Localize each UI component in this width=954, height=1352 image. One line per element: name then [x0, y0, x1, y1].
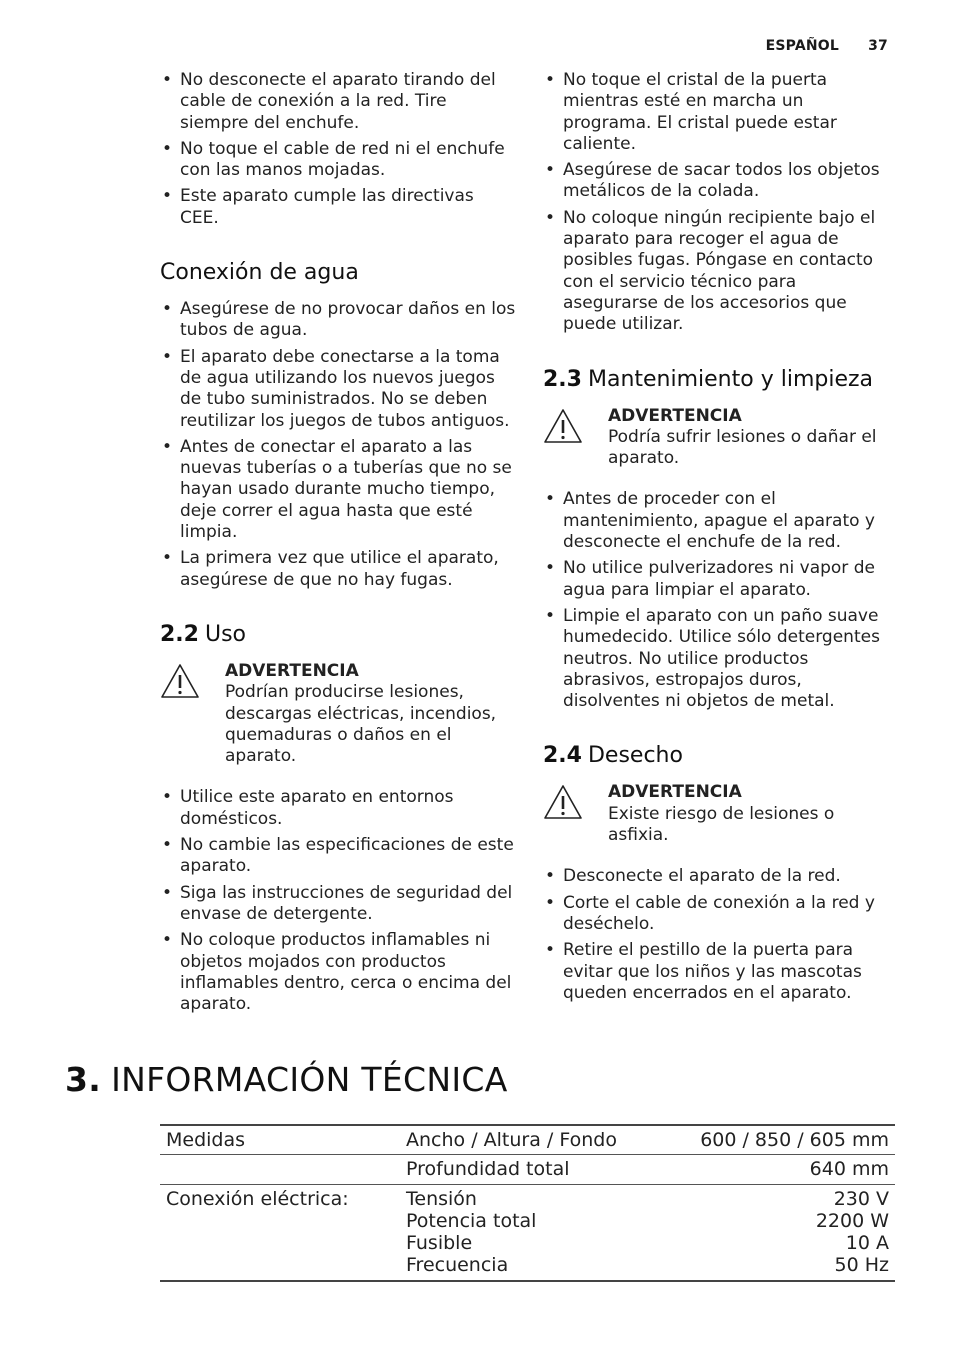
row-label: Medidas — [166, 1129, 246, 1151]
header-section-label: ESPAÑOL — [765, 38, 840, 54]
left-column — [160, 70, 516, 1020]
list-item: • Utilice este aparato en entornos domésticos. — [160, 787, 516, 830]
table-row — [160, 1155, 895, 1184]
list-item: • Antes de conectar el aparato a las nuevas tuberías o a tuberías que no se hayan usado durante mucho tiempo, deje correr el agua hasta que esté limpia. — [160, 437, 516, 543]
list-item: • La primera vez que utilice el aparato, asegúrese de que no hay fugas. — [160, 548, 516, 591]
chapter-title — [65, 1060, 508, 1099]
warning-box — [543, 406, 893, 470]
technical-info-table — [160, 1124, 895, 1282]
warning-box — [160, 661, 516, 767]
list-item: • No toque el cristal de la puerta mientras esté en marcha un programa. El cristal puede estar caliente. — [543, 70, 893, 155]
row-value: 10 A — [845, 1232, 889, 1255]
disposal-list — [543, 866, 893, 1004]
right-intro-list — [543, 70, 893, 336]
warning-box — [543, 782, 893, 846]
section-number: 2.3 — [543, 366, 582, 392]
section-title: Conexión de agua — [160, 260, 359, 286]
row-value: 2200 W — [815, 1209, 889, 1232]
list-item: • No coloque ningún recipiente bajo el aparato para recoger el agua de posibles fugas. Póngase en contacto con el servicio técnico para asegurarse de los accesorios que puede utilizar. — [543, 208, 893, 336]
list-item: • Asegúrese de no provocar daños en los tubos de agua. — [160, 299, 516, 342]
warning-title: ADVERTENCIA — [608, 782, 742, 803]
left-intro-list — [160, 70, 516, 229]
list-item: • Desconecte el aparato de la red. — [543, 866, 893, 887]
section-heading-use — [160, 621, 516, 649]
list-item: • Antes de proceder con el mantenimiento, apague el aparato y desconecte el enchufe de la red. — [543, 489, 893, 553]
right-column — [543, 70, 893, 1009]
row-label: Conexión eléctrica: — [166, 1187, 349, 1210]
list-item: • No utilice pulverizadores ni vapor de agua para limpiar el aparato. — [543, 558, 893, 601]
row-param: Fusible — [406, 1232, 473, 1255]
table-row — [160, 1184, 895, 1281]
list-item: • Corte el cable de conexión a la red y deséchelo. — [543, 893, 893, 936]
row-value: 230 V — [833, 1187, 889, 1210]
list-item: • Limpie el aparato con un paño suave humedecido. Utilice sólo detergentes neutros. No utilice productos abrasivos, estropajos duros, disolventes ni objetos de metal. — [543, 606, 893, 712]
row-param: Ancho / Altura / Fondo — [406, 1129, 617, 1151]
page-number: 37 — [868, 38, 888, 54]
row-param: Tensión — [406, 1187, 477, 1210]
row-param: Profundidad total — [406, 1158, 570, 1181]
warning-triangle-icon — [160, 663, 200, 699]
chapter-title-text: INFORMACIÓN TÉCNICA — [111, 1060, 508, 1099]
warning-text: Existe riesgo de lesiones o asfixia. — [608, 803, 835, 846]
page-header — [766, 38, 888, 54]
row-values — [662, 1184, 895, 1281]
list-item: • Asegúrese de sacar todos los objetos metálicos de la colada. — [543, 160, 893, 203]
list-item: • Este aparato cumple las directivas CEE. — [160, 186, 516, 229]
section-heading-maintenance — [543, 366, 893, 394]
section-number: 2.2 — [160, 621, 199, 647]
row-label — [160, 1155, 400, 1184]
row-value: 640 mm — [809, 1158, 889, 1181]
row-value: 50 Hz — [834, 1254, 889, 1277]
section-title: Mantenimiento y limpieza — [587, 366, 874, 392]
maintenance-list — [543, 489, 893, 712]
section-number: 2.4 — [543, 743, 582, 769]
list-item: • El aparato debe conectarse a la toma de agua utilizando los nuevos juegos de tubo suministrados. No se deben reutilizar los juegos de tubos antiguos. — [160, 347, 516, 432]
table-row — [160, 1125, 895, 1155]
list-item: • No toque el cable de red ni el enchufe con las manos mojadas. — [160, 139, 516, 182]
list-item: • No desconecte el aparato tirando del cable de conexión a la red. Tire siempre del enchufe. — [160, 70, 516, 134]
warning-title: ADVERTENCIA — [225, 660, 359, 681]
row-param: Frecuencia — [406, 1254, 509, 1277]
section-heading-disposal — [543, 742, 893, 770]
warning-title: ADVERTENCIA — [608, 405, 742, 426]
use-list — [160, 787, 516, 1015]
warning-text: Podrían producirse lesiones, descargas eléctricas, incendios, quemaduras o daños en el aparato. — [225, 682, 497, 767]
row-value: 600 / 850 / 605 mm — [700, 1129, 889, 1151]
list-item: • Siga las instrucciones de seguridad del envase de detergente. — [160, 883, 516, 926]
warning-text: Podría sufrir lesiones o dañar el aparato. — [608, 426, 877, 469]
row-params — [400, 1184, 662, 1281]
warning-triangle-icon — [543, 784, 583, 820]
water-list — [160, 299, 516, 591]
chapter-number: 3. — [65, 1060, 102, 1099]
warning-triangle-icon — [543, 408, 583, 444]
list-item: • No coloque productos inflamables ni objetos mojados con productos inflamables dentro, cerca o encima del aparato. — [160, 930, 516, 1015]
section-title: Uso — [204, 621, 247, 647]
row-param: Potencia total — [406, 1209, 537, 1232]
list-item: • Retire el pestillo de la puerta para evitar que los niños y las mascotas queden encerrados en el aparato. — [543, 940, 893, 1004]
section-title: Desecho — [587, 743, 683, 769]
section-heading-water — [160, 259, 516, 287]
list-item: • No cambie las especificaciones de este aparato. — [160, 835, 516, 878]
